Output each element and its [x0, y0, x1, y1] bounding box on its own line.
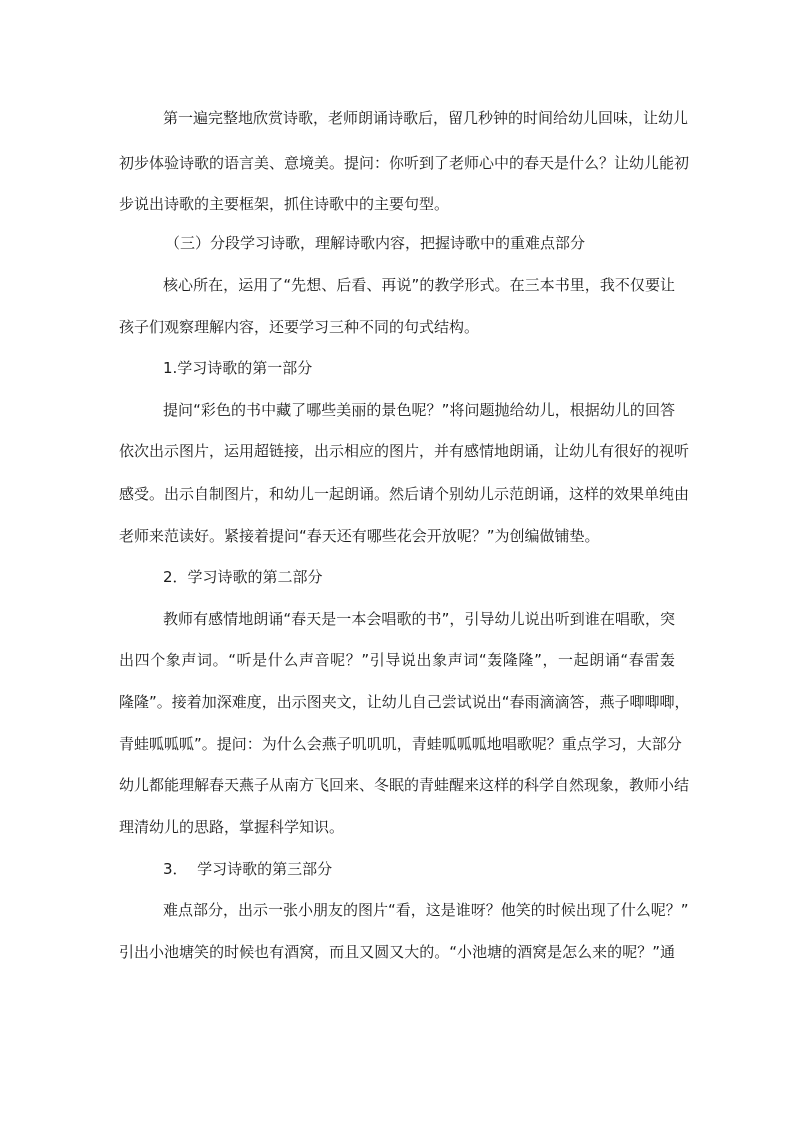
paragraph-line: 感受。出示自制图片，和幼儿一起朗诵。然后请个别幼儿示范朗诵，这样的效果单纯由 — [119, 485, 690, 503]
paragraph-line: 理清幼儿的思路，掌握科学知识。 — [119, 818, 345, 836]
paragraph-line: 孩子们观察理解内容，还要学习三种不同的句式结构。 — [119, 318, 480, 336]
paragraph-line: 步说出诗歌的主要框架，抓住诗歌中的主要句型。 — [119, 195, 450, 213]
section-heading: （三）分段学习诗歌，理解诗歌内容，把握诗歌中的重难点部分 — [165, 234, 586, 252]
paragraph-line: 青蛙呱呱呱”。提问：为什么会燕子叽叽叽，青蛙呱呱呱地唱歌呢？重点学习，大部分 — [119, 735, 682, 753]
paragraph-line: 初步体验诗歌的语言美、意境美。提问：你听到了老师心中的春天是什么？让幼儿能初 — [119, 154, 690, 172]
paragraph-line: 核心所在，运用了“先想、后看、再说”的教学形式。在三本书里，我不仅要让 — [163, 276, 675, 294]
paragraph-line: 提问“彩色的书中藏了哪些美丽的景色呢？”将问题抛给幼儿，根据幼儿的回答 — [163, 401, 675, 419]
paragraph-line: 幼儿都能理解春天燕子从南方飞回来、冬眠的青蛙醒来这样的科学自然现象，教师小结 — [119, 776, 690, 794]
paragraph-line: 难点部分，出示一张小朋友的图片“看，这是谁呀？他笑的时候出现了什么呢？” — [163, 901, 689, 919]
paragraph-line: 引出小池塘笑的时候也有酒窝，而且又圆又大的。“小池塘的酒窝是怎么来的呢？”通 — [119, 943, 675, 961]
paragraph-line: 教师有感情地朗诵“春天是一本会唱歌的书”，引导幼儿说出听到谁在唱歌，突 — [163, 610, 675, 628]
paragraph-line: 隆隆”。接着加深难度，出示图夹文，让幼儿自己尝试说出“春雨滴滴答，燕子唧唧唧， — [119, 693, 690, 711]
subsection-heading: 3． 学习诗歌的第三部分 — [163, 860, 333, 878]
subsection-heading: 2．学习诗歌的第二部分 — [163, 568, 323, 586]
paragraph-line: 依次出示图片，运用超链接，出示相应的图片，并有感情地朗诵，让幼儿有很好的视听 — [119, 442, 690, 460]
paragraph-line: 第一遍完整地欣赏诗歌，老师朗诵诗歌后，留几秒钟的时间给幼儿回味，让幼儿 — [163, 109, 689, 127]
subsection-heading: 1.学习诗歌的第一部分 — [163, 359, 313, 377]
paragraph-line: 老师来范读好。紧接着提问“春天还有哪些花会开放呢？”为创编做铺垫。 — [119, 527, 600, 545]
paragraph-line: 出四个象声词。“听是什么声音呢？”引导说出象声词“轰隆隆”，一起朗诵“春雷轰 — [119, 651, 675, 669]
